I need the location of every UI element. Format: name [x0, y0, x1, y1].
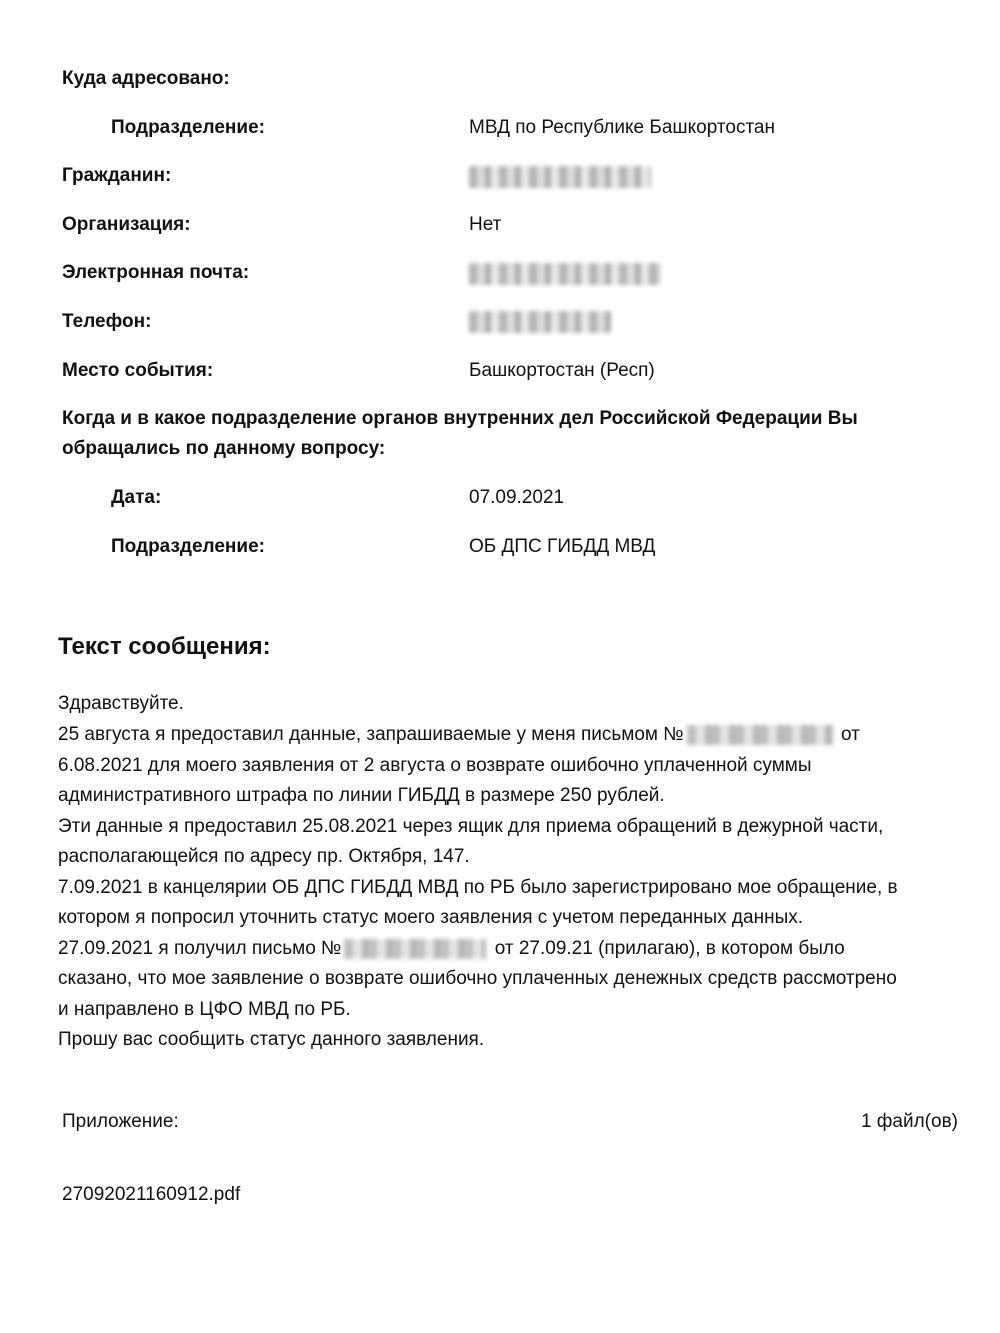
date-label: Дата: [111, 487, 162, 508]
organization-label: Организация: [62, 214, 191, 235]
letter-number-redacted [344, 939, 486, 959]
email-label: Электронная почта: [62, 262, 250, 283]
message-line [58, 937, 845, 961]
message-line: Эти данные я предоставил 25.08.2021 через ящик для приема обращений в дежурной части, [58, 816, 884, 837]
subdivision-label: Подразделение: [111, 117, 265, 138]
message-line-part: 27.09.2021 я получил письмо № [58, 938, 342, 959]
addressed-to-label: Куда адресовано: [62, 68, 230, 89]
question-line-1: Когда и в какое подразделение органов внутренних дел Российской Федерации Вы [62, 408, 858, 429]
question-subdivision-value: ОБ ДПС ГИБДД МВД [469, 536, 656, 557]
subdivision-value: МВД по Республике Башкортостан [469, 117, 775, 138]
message-line [58, 723, 860, 747]
question-subdivision-label: Подразделение: [111, 536, 265, 557]
attachment-label: Приложение: [62, 1111, 179, 1132]
message-line: административного штрафа по линии ГИБДД в размере 250 рублей. [58, 785, 665, 806]
message-line: Здравствуйте. [58, 693, 184, 714]
attachment-count: 1 файл(ов) [860, 1111, 958, 1132]
date-value: 07.09.2021 [469, 487, 565, 508]
message-line-part: от 27.09.21 (прилагаю), в котором было [494, 938, 845, 959]
message-line-part: 25 августа я предоставил данные, запрашиваемые у меня письмом № [58, 724, 684, 745]
place-label: Место события: [62, 360, 214, 381]
citizen-label: Гражданин: [62, 165, 172, 186]
message-line: располагающейся по адресу пр. Октября, 147. [58, 846, 470, 867]
phone-redacted-value [469, 311, 611, 333]
citizen-redacted-value [469, 166, 651, 188]
letter-number-redacted [687, 725, 833, 745]
message-heading: Текст сообщения: [58, 633, 271, 660]
phone-label: Телефон: [62, 311, 152, 332]
message-line: котором я попросил уточнить статус моего заявления с учетом переданных данных. [58, 907, 804, 928]
organization-value: Нет [469, 214, 502, 235]
question-line-2: обращались по данному вопросу: [62, 438, 386, 459]
message-line: 7.09.2021 в канцелярии ОБ ДПС ГИБДД МВД по РБ было зарегистрировано мое обращение, в [58, 877, 898, 898]
email-redacted-value [469, 263, 661, 285]
place-value: Башкортостан (Респ) [469, 360, 655, 381]
message-line: и направлено в ЦФО МВД по РБ. [58, 999, 351, 1020]
message-line: Прошу вас сообщить статус данного заявления. [58, 1029, 485, 1050]
message-line: 6.08.2021 для моего заявления от 2 августа о возврате ошибочно уплаченной суммы [58, 755, 812, 776]
message-line: сказано, что мое заявление о возврате ошибочно уплаченных денежных средств рассмотрено [58, 968, 897, 989]
message-line-part: от [840, 724, 860, 745]
attachment-filename[interactable]: 27092021160912.pdf [62, 1184, 241, 1205]
